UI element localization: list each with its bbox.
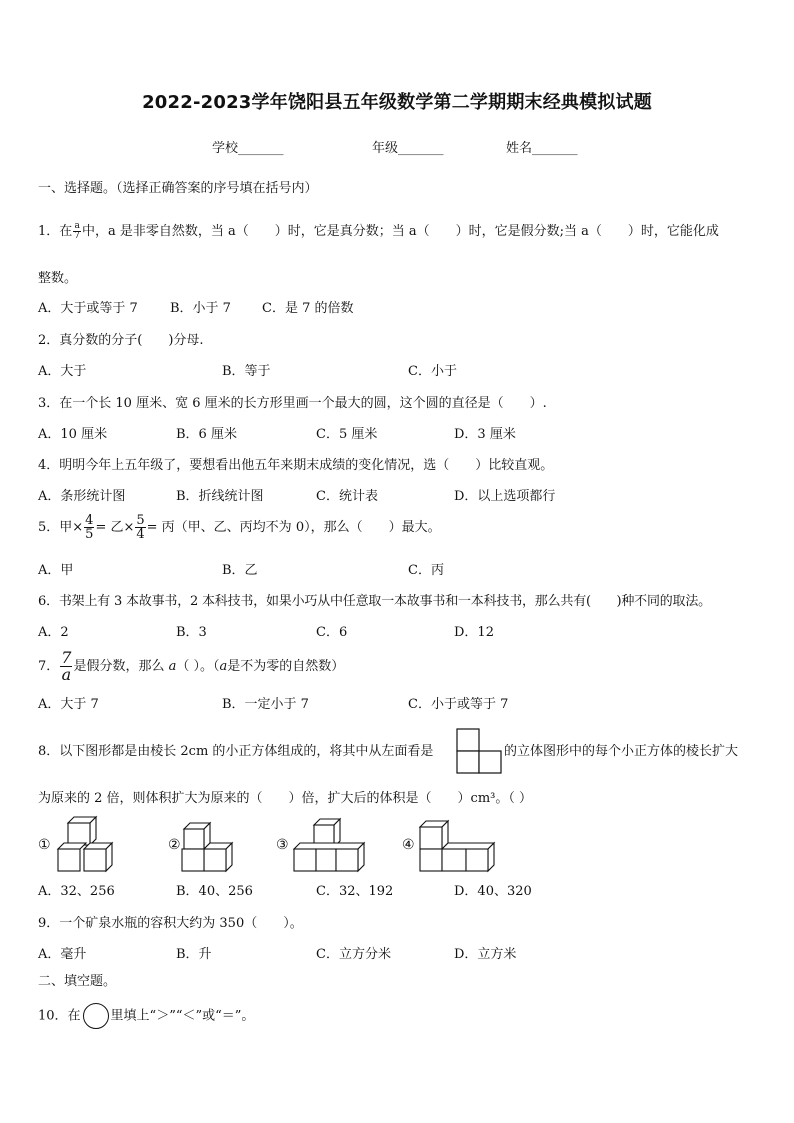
name-field: 姓名_______ <box>506 141 578 156</box>
q1-continuation: 整数。 <box>38 271 78 286</box>
q8-option-b: B．40、256 <box>176 884 253 899</box>
section-1-heading: 一、选择题。（选择正确答案的序号填在括号内） <box>38 181 318 196</box>
q3-option-c: C．5 厘米 <box>316 427 378 442</box>
q10-part-1: 10．在 <box>38 1008 81 1024</box>
left-view-figure <box>456 728 502 774</box>
q5-part-1: 5．甲× <box>38 520 84 535</box>
q1-prefix: 1．在 <box>38 224 73 239</box>
q4-option-a: A．条形统计图 <box>38 489 126 504</box>
q7-part-1: 7． <box>38 659 60 674</box>
q7-variable: a <box>168 659 177 674</box>
q5-part-2: = 乙× <box>95 520 135 535</box>
q6-option-a: A．2 <box>38 625 69 640</box>
q10-part-2: 里填上“＞”“＜”或“＝”。 <box>110 1008 255 1024</box>
q7-option-c: C．小于或等于 7 <box>408 697 509 712</box>
q1-option-a: A．大于或等于 7 <box>38 301 138 316</box>
figure-4-cubes <box>418 815 498 873</box>
question-4: 4．明明今年上五年级了，要想看出他五年来期末成绩的变化情况，选（ ）比较直观。 <box>38 458 554 473</box>
question-8-part-1: 8．以下图形都是由棱长 2cm 的小正方体组成的，将其中从左面看是 <box>38 744 434 759</box>
figure-1-cubes <box>56 815 116 873</box>
q2-option-c: C．小于 <box>408 364 457 379</box>
q7-option-b: B．一定小于 7 <box>222 697 309 712</box>
figure-1-label: ① <box>38 837 51 853</box>
q8-option-d: D．40、320 <box>454 884 532 899</box>
school-field: 学校_______ <box>212 141 284 156</box>
question-7 <box>38 650 344 683</box>
figure-4-label: ④ <box>402 837 415 853</box>
q9-option-d: D．立方米 <box>454 947 517 962</box>
q7-option-a: A．大于 7 <box>38 697 99 712</box>
figure-2-label: ② <box>168 837 181 853</box>
question-9: 9．一个矿泉水瓶的容积大约为 350（ ）。 <box>38 916 303 931</box>
q1-option-b: B．小于 7 <box>170 301 231 316</box>
q9-option-a: A．毫升 <box>38 947 87 962</box>
q9-option-b: B．升 <box>176 947 212 962</box>
q6-option-d: D．12 <box>454 625 494 640</box>
q5-option-c: C．丙 <box>408 563 444 578</box>
q5-part-3: = 丙（甲、乙、丙均不为 0），那么（ ）最大。 <box>146 520 441 535</box>
question-1 <box>38 222 719 241</box>
question-5 <box>38 514 441 541</box>
question-8-continuation: 为原来的 2 倍，则体积扩大为原来的（ ）倍，扩大后的体积是（ ）cm³。（ ） <box>38 791 532 806</box>
question-10 <box>38 1003 254 1029</box>
q9-option-c: C．立方分米 <box>316 947 391 962</box>
q6-option-b: B．3 <box>176 625 207 640</box>
q3-option-d: D．3 厘米 <box>454 427 516 442</box>
figure-3-cubes <box>292 815 368 873</box>
q5-fraction-1: $\frac{4}{5}$ <box>85 513 94 542</box>
section-2-heading: 二、填空题。 <box>38 974 117 989</box>
figure-3-label: ③ <box>276 837 289 853</box>
q7-part-2: 是假分数，那么 <box>73 659 165 674</box>
page-title: 2022-2023学年饶阳县五年级数学第二学期期末经典模拟试题 <box>142 92 652 113</box>
q2-option-a: A．大于 <box>38 364 87 379</box>
q1-option-c: C．是 7 的倍数 <box>262 301 354 316</box>
question-3: 3．在一个长 10 厘米、宽 6 厘米的长方形里画一个最大的圆，这个圆的直径是（ ）. <box>38 396 547 411</box>
figure-2-cubes <box>180 815 236 873</box>
question-8-part-2: 的立体图形中的每个小正方体的棱长扩大 <box>504 744 739 759</box>
q7-fraction: $\frac{7}{a}$ <box>61 648 72 684</box>
q1-fraction: $\frac{a}{7}$ <box>74 221 81 241</box>
q4-option-c: C．统计表 <box>316 489 378 504</box>
q5-fraction-2: $\frac{5}{4}$ <box>136 513 145 542</box>
q4-option-b: B．折线统计图 <box>176 489 264 504</box>
q7-variable-2: a <box>219 659 228 674</box>
q8-option-a: A．32、256 <box>38 884 115 899</box>
q7-part-4: 是不为零的自然数） <box>227 659 345 674</box>
grade-field: 年级_______ <box>372 141 444 156</box>
q7-part-3: （ ）。（ <box>176 659 220 674</box>
q2-option-b: B．等于 <box>222 364 271 379</box>
q4-option-d: D．以上选项都行 <box>454 489 556 504</box>
answer-circle[interactable] <box>83 1003 109 1029</box>
q5-option-b: B．乙 <box>222 563 258 578</box>
question-2: 2．真分数的分子( )分母. <box>38 333 204 348</box>
question-6: 6．书架上有 3 本故事书，2 本科技书，如果小巧从中任意取一本故事书和一本科技书，那么共有( )种不同的取法。 <box>38 594 711 609</box>
q6-option-c: C．6 <box>316 625 348 640</box>
q5-option-a: A．甲 <box>38 563 74 578</box>
q3-option-b: B．6 厘米 <box>176 427 237 442</box>
q1-text: 中，a 是非零自然数，当 a（ ）时，它是真分数；当 a（ ）时，它是假分数;当 a（ ）时，它能化成 <box>82 224 719 239</box>
q8-option-c: C．32、192 <box>316 884 394 899</box>
q3-option-a: A．10 厘米 <box>38 427 108 442</box>
